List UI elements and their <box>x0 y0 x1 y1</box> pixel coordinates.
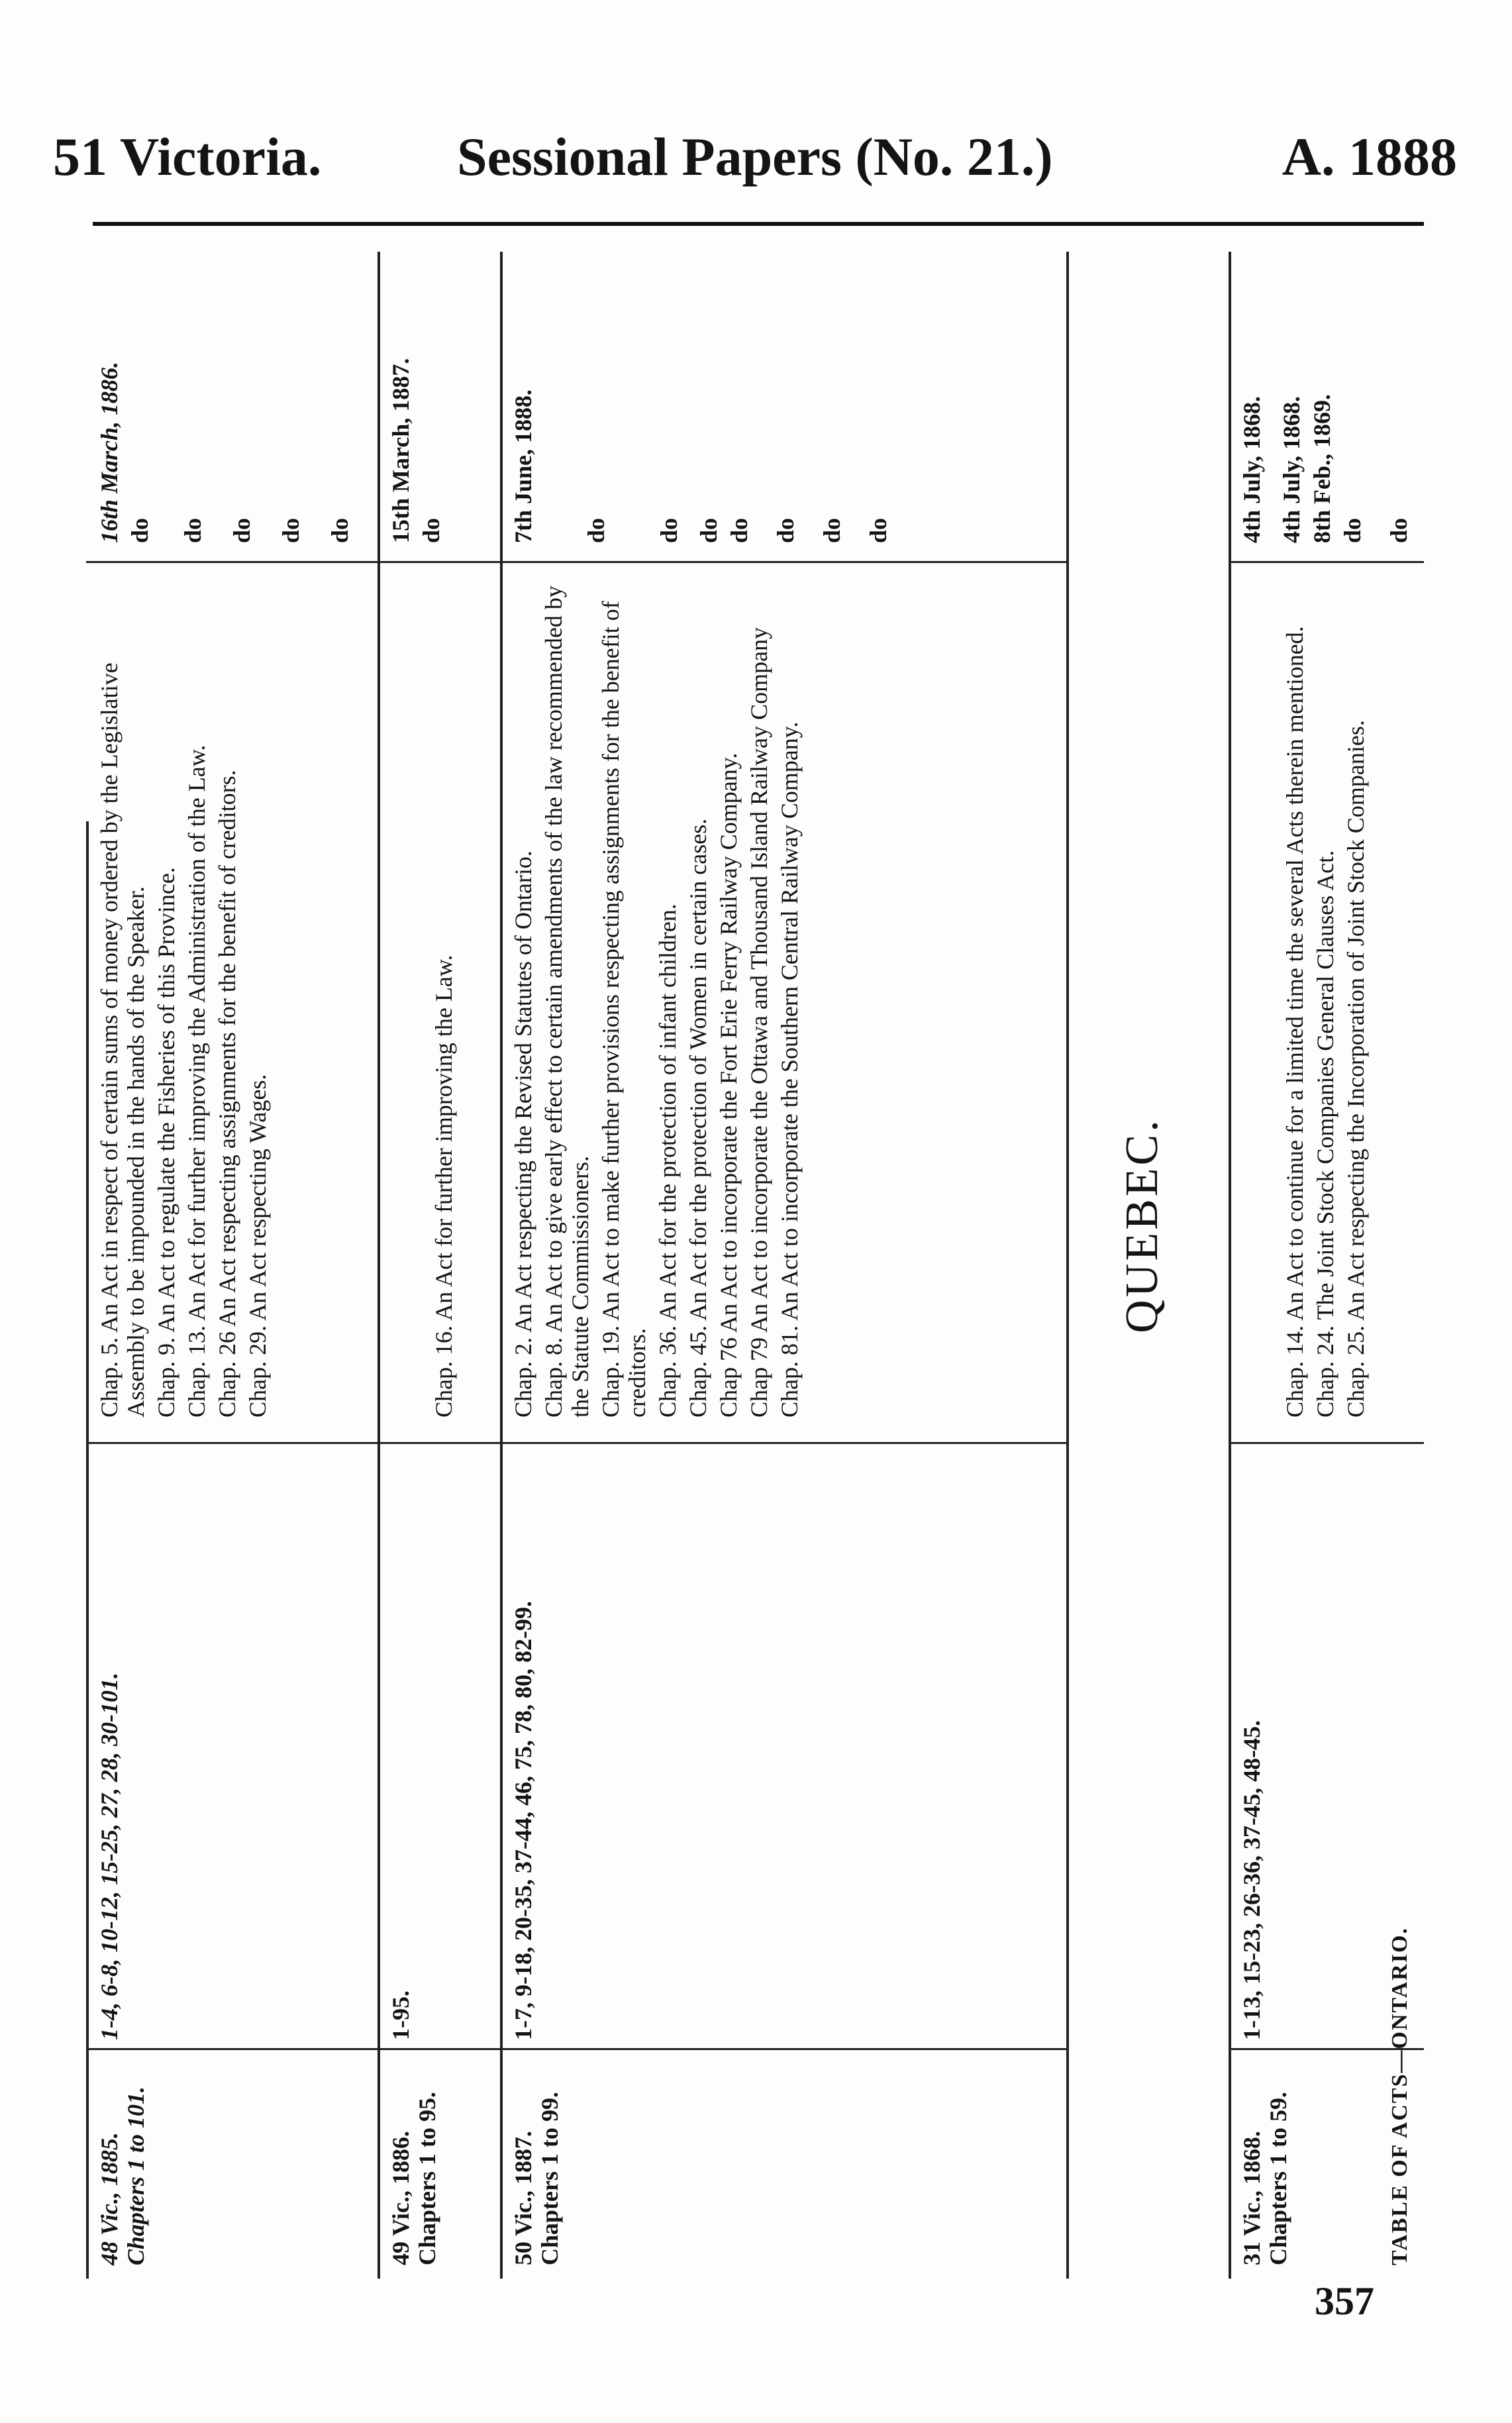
section-4-acts <box>1282 576 1373 1418</box>
assent-date: 4th July, 1868. <box>1278 395 1305 543</box>
table-line <box>86 821 89 2279</box>
assent-date: do <box>126 517 153 543</box>
assent-date: do <box>865 517 891 543</box>
act-entry: Chap. 45. An Act for the protection of Women in certain cases. <box>685 818 711 1418</box>
column-line <box>1229 1442 1424 1444</box>
section-1-dates <box>96 265 357 543</box>
act-entry: Chap. 25. An Act respecting the Incorporation of Joint Stock Companies. <box>1342 720 1369 1418</box>
assent-date: 15th March, 1887. <box>387 358 414 543</box>
section-2-acts <box>430 576 461 1418</box>
section-2-dates <box>387 265 448 543</box>
assent-date: do <box>327 517 353 543</box>
act-entry: Chap. 13. An Act for further improving the Administration of the Law. <box>183 745 210 1418</box>
assent-date: 7th June, 1888. <box>510 389 536 543</box>
act-entry: Chap. 2. An Act respecting the Revised Statutes of Ontario. <box>510 851 536 1418</box>
header-year: A. 1888 <box>1282 127 1457 187</box>
table-line <box>1229 252 1231 2279</box>
acts-table <box>86 252 1424 2279</box>
header-session: 51 Victoria. <box>53 127 322 187</box>
table-line <box>378 252 380 2279</box>
page-number: 357 <box>1315 2279 1374 2323</box>
assent-date: do <box>418 517 444 543</box>
act-entry: Chap. 5. An Act in respect of certain sums of money ordered by the Legislative Assembly to be impounded in the hands of the Speaker. <box>96 662 149 1418</box>
column-line <box>1229 561 1424 563</box>
assent-date: do <box>726 517 752 543</box>
act-entry: Chap 76 An Act to incorporate the Fort Erie Ferry Railway Company. <box>715 752 742 1418</box>
act-entry: Chap. 19. An Act to make further provisions respecting assignments for the benefit of creditors. <box>597 601 650 1418</box>
section-2-session: 49 Vic., 1886. Chapters 1 to 95. <box>387 2092 440 2265</box>
act-entry: Chap. 29. An Act respecting Wages. <box>244 1074 271 1418</box>
column-line <box>86 2048 1066 2050</box>
assent-date: do <box>1386 517 1412 543</box>
section-3-acts <box>510 576 807 1418</box>
assent-date: do <box>772 517 799 543</box>
act-entry: Chap. 26 An Act respecting assignments for the benefit of creditors. <box>214 770 240 1418</box>
section-4-dates <box>1238 265 1416 543</box>
assent-date: do <box>819 517 845 543</box>
header-rule <box>93 222 1424 226</box>
column-line <box>86 561 1066 563</box>
act-entry: Chap. 36. An Act for the protection of infant children. <box>654 903 681 1418</box>
section-4-numbers: 1-13, 15-23, 26-36, 37-45, 48-45. <box>1238 1720 1265 2040</box>
section-1-acts <box>96 576 275 1418</box>
section-1-numbers: 1-4, 6-8, 10-12, 15-25, 27, 28, 30-101. <box>96 1673 123 2040</box>
table-line <box>500 252 503 2279</box>
act-entry: Chap. 24. The Joint Stock Companies General Clauses Act. <box>1312 850 1338 1418</box>
assent-date: 4th July, 1868. <box>1238 395 1265 543</box>
header-papers: Sessional Papers (No. 21.) <box>457 127 1053 187</box>
act-entry: Chap. 81. An Act to incorporate the Southern Central Railway Company. <box>776 721 803 1418</box>
assent-date: 16th March, 1886. <box>96 361 123 543</box>
section-3-session: 50 Vic., 1887. Chapters 1 to 99. <box>510 2092 563 2265</box>
section-4-session: 31 Vic., 1868. Chapters 1 to 59. <box>1238 2092 1291 2265</box>
section-3-numbers: 1-7, 9-18, 20-35, 37-44, 46, 75, 78, 80, 82-99. <box>510 1601 536 2040</box>
section-2-numbers: 1-95. <box>387 1990 414 2040</box>
section-3-dates <box>510 265 895 543</box>
table-title: TABLE OF ACTS—ONTARIO. <box>1387 1927 1412 2265</box>
assent-date: do <box>583 517 609 543</box>
assent-date: do <box>277 517 304 543</box>
assent-date: do <box>695 517 722 543</box>
act-entry: Chap. 16. An Act for further improving the Law. <box>430 954 457 1418</box>
assent-date: do <box>228 517 255 543</box>
act-entry: Chap. 8. An Act to give early effect to certain amendments of the law recommended by the Statute Commissioners. <box>540 586 593 1418</box>
assent-date: do <box>179 517 206 543</box>
section-1-session: 48 Vic., 1885. Chapters 1 to 101. <box>96 2086 149 2265</box>
act-entry: Chap 79 An Act to incorporate the Ottawa and Thousand Island Railway Company <box>746 627 772 1418</box>
act-entry: Chap. 14. An Act to continue for a limited time the several Acts therein mentioned. <box>1282 626 1308 1418</box>
assent-date: 8th Feb., 1869. <box>1309 394 1335 543</box>
assent-date: do <box>1339 517 1366 543</box>
province-heading: QUEBEC. <box>1117 1117 1168 1333</box>
act-entry: Chap. 9. An Act to regulate the Fisheries of this Province. <box>153 867 179 1418</box>
assent-date: do <box>656 517 682 543</box>
table-line <box>1066 252 1069 2279</box>
page-header <box>46 126 1457 205</box>
column-line <box>86 1442 1066 1444</box>
